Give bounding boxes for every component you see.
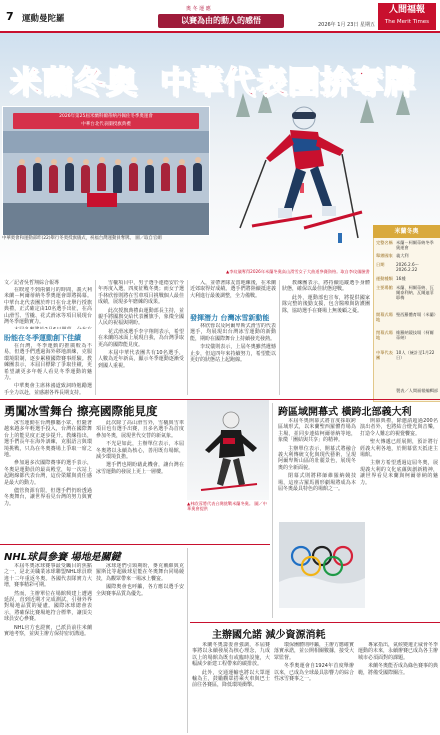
info-row: 開幕式場地聖西羅體育場（米蘭） xyxy=(376,312,438,322)
article-sustainability-body: 米蘭冬奧籌委會強調，本屆賽事將以永續發展為核心理念，九成以上的場館為既有或臨時設施，大幅減少新建工程帶來的碳排放。 此外，交通運輸也將以大眾運輸為主，鼓勵觀眾搭乘火車與巴士前往各賽區，降低環境衝擊。 xyxy=(192,642,270,689)
article-ceremony-body-2: 開幕典禮，除邀請超過200名演出者外，也將結合燈光與音樂，打造令人難忘的視覺饗宴。 聖火傳遞已經展開，預計將行經義大利各地，於開幕當天抵達主場館。 主辦方希望透過這屆冬奧，展現義大利的文化底蘊與創新精神，讓世界看見米蘭與柯爾蒂納的魅力。 xyxy=(360,418,438,486)
article-sustainability-body-3: 專家指出，氣候變遷正威脅冬季運動的未來，永續辦賽已成為各主辦城市必須面對的課題。 米蘭冬奧能否成為綠色賽事的典範，將備受國際關注。 xyxy=(358,642,438,676)
newspaper-logo[interactable] xyxy=(378,3,436,30)
article-subheading: 盼能在冬季運動創下佳績 xyxy=(4,334,81,342)
section-divider xyxy=(0,544,270,545)
article-ceremony-body: 本屆冬奧開幕式將首度採取跨區域形式，以米蘭聖西羅體育場為主場，並同步連結柯爾蒂納等地，象徵「團結與共享」的精神。 主辦單位表示，開幕式將融合義大利傳統文化與現代藝術，呈現阿爾卑斯山區的壯麗景色，展現冬奧的全新面貌。 閉幕式則將移師維羅納競技場，這座古羅馬圓形劇場將成為本屆冬奧最具特色的場館之一。 xyxy=(278,418,356,493)
article-col2-body: 雪橇項目中，男子選手連德安於今年再度入選，四度征戰冬奧；而女子選手林欣蓉則將在雪車項目挑戰個人最佳成績，展現多年磨練的成果。 此次授旗典禮由運動部長主持，並親手將國旗交給代表團旗手，象徵全國人民的祝福與期盼。 花式滑冰選手李宇翔則表示，希望在米蘭的冰面上展現自我，為台灣爭取更高的國際能見度。 本屆中華代表團共有10名選手，人數為近年新高，顯示冬季運動逐漸受到國人重視。 xyxy=(98,280,184,369)
section-badge: 奧 冬 運 應 xyxy=(186,6,211,12)
stage-backdrop xyxy=(3,131,209,153)
article-subheading: 發揮潛力 台灣冰雪新動能 xyxy=(190,314,270,322)
article-international-body-2: 此次除了高山滑雪外，雪橇與雪車項目也有選手出賽，且多名選手為首度參加冬奧，展現世代交替的新氣象。 不光是如此，主辦單位表示，本屆冬奧將以永續為核心，善用既有場館，減少環境負擔。 選手們也期盼藉此機會，讓台灣在冰雪運動的發展上更上一層樓。 xyxy=(96,420,184,475)
info-row: 中華代表團10人（統計至1月22日） xyxy=(376,350,435,360)
skier-photo-small-caption: ▲林欣蓉將代表台灣挑戰米蘭冬奧。 圖／中華奧會提供 xyxy=(187,501,267,511)
column-divider xyxy=(272,403,273,618)
article-nhl-body-2: 冰球迷們引頸期盼，麥克戴維與克羅斯比等超級球星能在冬奧舞台同場競技，為觀眾帶來一場冰上饗宴。 國際奧會也呼籲，各方應以選手安全與賽事品質為優先。 xyxy=(96,563,184,597)
article-col3-body: 入，並帶著隊友當地練後，在米蘭近郊取得好成績。選手們將陸續抵達義大利進行最後調整，全力備戰。 xyxy=(190,280,276,299)
skier-photo-small xyxy=(187,400,269,500)
section-divider xyxy=(190,622,440,623)
team-banner-line2: 中華台北代表團授旗典禮 xyxy=(81,122,131,127)
olympic-rings-photo xyxy=(279,522,365,608)
info-panel-title: 米蘭冬奧 xyxy=(373,225,440,238)
skier-photo-caption: ▲李玟儀奪得2026年米蘭冬奧高山滑雪女子大曲道參賽資格。取自李玟儀臉書 xyxy=(226,269,370,274)
column-divider xyxy=(95,280,96,395)
headline-nhl: NHL球員參賽 場地是關鍵 xyxy=(4,552,121,563)
headline-sustainability: 主辦國允諾 減少資源消耗 xyxy=(212,630,326,641)
hero-title xyxy=(10,57,438,102)
logo-chinese: 人間福報 xyxy=(388,5,425,15)
skier-illustration xyxy=(226,88,366,258)
section-name: 運動曼陀羅 xyxy=(22,14,65,24)
olympic-rings-art xyxy=(279,522,365,608)
stage-floor xyxy=(3,203,209,235)
skier-photo-art xyxy=(187,400,269,500)
info-row: 舉辦國家 義大利 xyxy=(376,253,409,258)
team-photo-caption: 中華奧會和運動部昨(22)舉行冬奧授旗儀式，祝福台灣運動員奪牌。 圖／取自官網 xyxy=(2,236,162,241)
page-number: 7 xyxy=(6,10,14,23)
column-divider xyxy=(187,548,188,733)
article-international-body: 冰雪運動在台灣雖屬小眾，但隨著越來越多年輕選手投入，台灣在國際舞台上的能見度正逐步提升。教練指出，選手們長年在海外訓練，克服語言與環境挑戰，只為在冬奧賽場上爭取一席之地。 參加過多次國際賽事的選手表示，冬奧是運動員的最高殿堂，每一次站上起跑線都代表台灣，這份榮耀與責任感是最大的動力。 儘管資源有限，但選手們仍盼透過冬奧舞台，讓世界看見台灣的努力與實力。 xyxy=(4,420,92,507)
info-row: 完整名稱 米蘭－柯爾蒂納冬季奧運會 xyxy=(376,240,434,250)
column-divider xyxy=(279,280,280,395)
issue-date: 2026年 1月 23日 星期五 xyxy=(317,22,375,28)
hero-title-left: 米蘭冬奧 xyxy=(10,65,138,101)
logo-english: The Merit Times xyxy=(384,19,430,25)
info-row: 主要場館 米蘭、柯爾蒂納、瓦爾泰利納、瓦爾迪菲耶梅 xyxy=(376,285,434,300)
team-photo xyxy=(2,106,210,236)
article-col4-body: 教練團表示，將持續追蹤選手身體狀態，確保以最佳狀態迎戰。 此外，運動部也宣布，將提供國家隊完整的後勤支援，包含醫療與防護團隊，協助選手在賽場上無後顧之憂。 xyxy=(282,280,370,314)
article-main-body-2: 在台灣，冬季運動的推廣較為不易，但選手們透過海外移地訓練，克服環境限制，逐步累積國際賽事經驗。教練團表示，本屆目標除了爭取佳績，更希望讓更多年輕人看見冬季運動的魅力。 中華奧會主席林鴻道致詞時勉勵選手全力以赴，並感謝各界長期支持。 xyxy=(4,343,92,395)
article-byline: 文／記者吳哲翔綜合報導 xyxy=(4,280,60,286)
info-row: 日期 2026.2.6～2026.2.22 xyxy=(376,262,419,272)
page-header xyxy=(0,0,440,32)
skier-figure xyxy=(240,107,362,238)
hero-title-right: 中華代表團拚奪牌 xyxy=(160,65,416,101)
headline-opening-ceremony: 跨區域開幕式 橫跨北部義大利 xyxy=(278,407,412,418)
section-slogan: 以賽為由的動人的感悟 xyxy=(158,14,284,28)
column-divider xyxy=(187,280,188,395)
team-flag xyxy=(87,193,117,207)
info-row: 運動種類 16種 xyxy=(376,276,406,281)
team-photo-banner xyxy=(13,113,199,129)
team-banner-line1: 2026年第25屆米蘭科爾蒂納丹佩佐冬季奧運會 xyxy=(59,114,153,119)
article-sustainability-body-2: 環保團體則呼籲，主辦方應確實落實承諾，並公開相關數據，接受大眾監督。 冬季奧運會自1924年首度舉辦以來，已成為全球最具影響力的綜合性冰雪賽事之一。 xyxy=(274,642,354,683)
info-row: 閉幕式場地維羅納競技場（柯爾蒂納） xyxy=(376,330,434,340)
headline-international: 勇闖冰雪舞台 擦亮國際能見度 xyxy=(4,404,158,418)
article-nhl-body: 本屆冬奧冰球賽事最受矚目的焦點之一，是北美職業冰球聯盟NHL球員睽違十二年重返冬奧。各國代表隊實力大增，賽事精彩可期。 然而，主辦單位在場館興建上遭遇延誤，直到近期才完成測試，引發外界對場地品質的疑慮。國際冰球總會表示，將確保比賽場地符合標準，讓頂尖球員安心參賽。 NHL官方也證實，已派員前往米蘭實地考察，並與主辦方保持密切溝通。 xyxy=(4,563,92,638)
article-col3-body-2: 林欣蓉以及阿爾卑斯式滑雪的代表選手，均展現出台灣冰雪運動的新動能，期盼在國際舞台上持續發光發熱。 李玟儀則表示，上屆冬奧雖然遺憾止步，但這四年來持續努力，希望能以更好的狀態站上起跑線。 xyxy=(190,323,276,364)
article-main-body: 在睽違不到兩個月的時間，義大利米蘭－柯爾蒂納冬季奧運會即將揭幕。中華台北代表團於昨日在台北舉行授旗典禮，正式確定由10名選手出征，在高山滑雪、雪橇、花式滑冰等項目展現台灣冬季運動實力。 xyxy=(4,287,92,326)
info-credit: 製表／人間福報編輯部 xyxy=(396,388,438,393)
